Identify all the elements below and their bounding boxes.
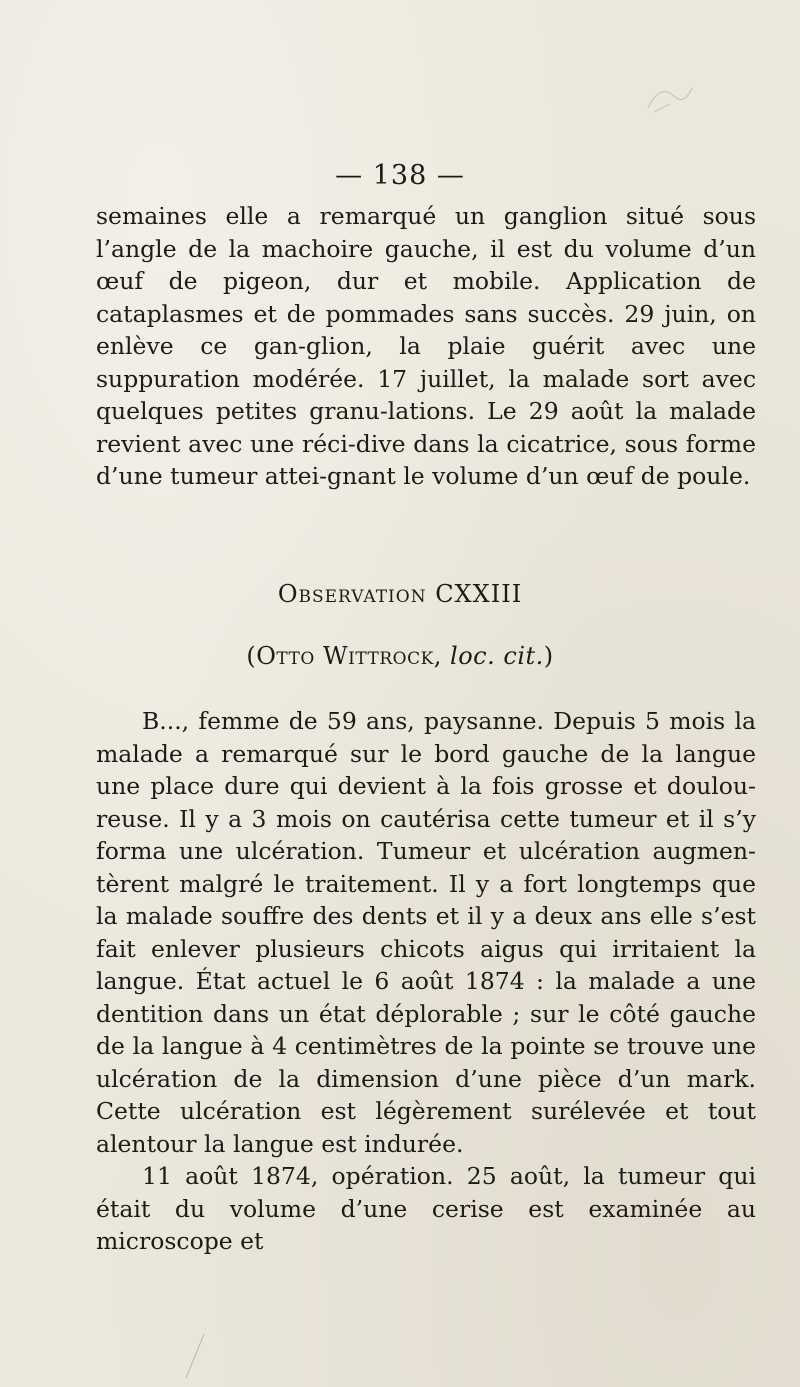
source-reference: loc. cit. bbox=[450, 642, 544, 670]
source-author: (Otto Wittrock, bbox=[246, 642, 451, 670]
paragraph-case-continuation bbox=[96, 200, 756, 493]
observation-title: Observation CXXIII bbox=[277, 580, 523, 608]
page-number: — 138 — bbox=[335, 160, 465, 191]
observation-source bbox=[0, 642, 800, 670]
stamp-mark bbox=[640, 78, 700, 118]
paragraph-text: semaines elle a remarqué un ganglion situé sous l’angle de la machoire gauche, il est du volume d’un œuf de pigeon, dur et mobile. Application de cataplasmes et de pommades sans succès. 29 juin, on enlève ce gan-glion, la plaie guérit avec une suppuration modérée. 17 juillet, la malade sort avec quelques petites granu-lations. Le 29 août la malade revient avec une réci-dive dans la cicatrice, sous forme d’une tumeur attei-gnant le volume d’un œuf de poule. bbox=[96, 202, 756, 490]
source-close: ) bbox=[543, 642, 554, 670]
paragraph-operation: 11 août 1874, opération. 25 août, la tumeur qui était du volume d’une cerise est examinée au microscope et bbox=[96, 1162, 756, 1255]
paragraph-case-description bbox=[96, 705, 756, 1258]
paragraph-text: B..., femme de 59 ans, paysanne. Depuis 5 mois la malade a remarqué sur le bord gauche de la langue une place dure qui devient à la fois grosse et doulou-reuse. Il y a 3 mois on cautérisa cette tumeur et il s’y forma une ulcération. Tumeur et ulcération augmen-tèrent malgré le traitement. Il y a fort longtemps que la malade souffre des dents et il y a deux ans elle s’est fait enlever plusieurs chicots aigus qui irritaient la langue. État actuel le 6 août 1874 : la malade a une dentition dans un état déplorable ; sur le côté gauche de la langue à 4 centimètres de la pointe se trouve une ulcération de la dimension d’une pièce d’un mark. Cette ulcération est légèrement surélevée et tout alentour la langue est indurée. bbox=[96, 707, 756, 1158]
pencil-mark bbox=[182, 1330, 212, 1380]
